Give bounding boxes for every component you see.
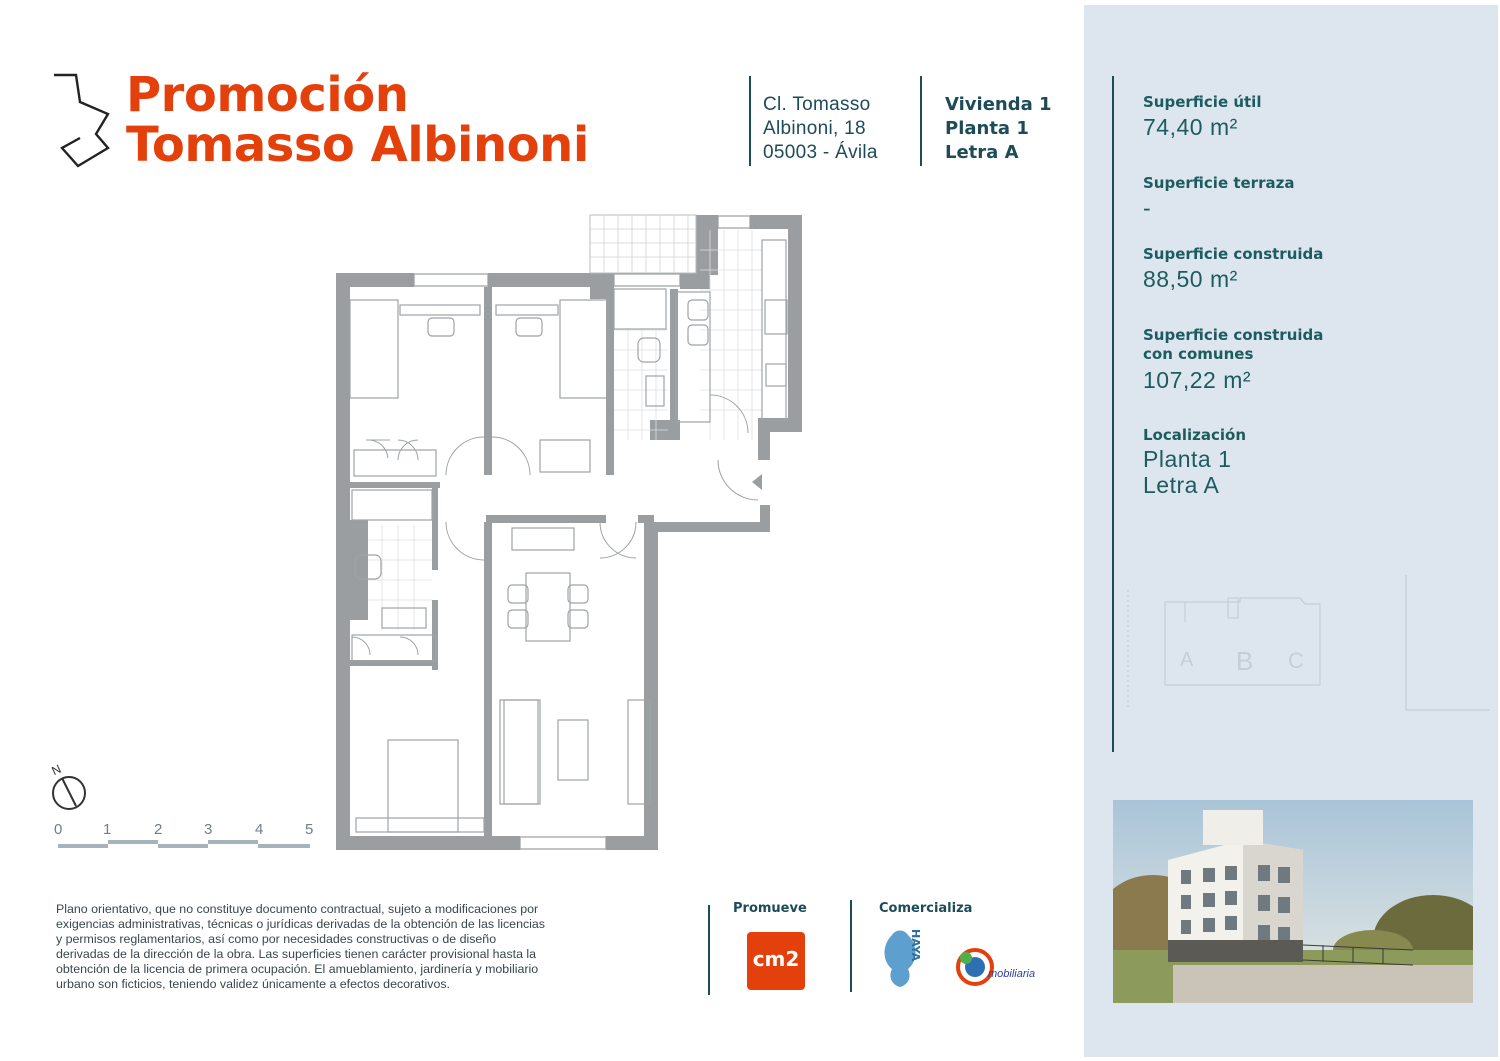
unit-planta: Planta 1 bbox=[945, 118, 1029, 139]
disclaimer-line: exigencias administrativas, técnicas o jurídicas derivadas de la obtención de las licencias bbox=[56, 917, 546, 931]
promueve-label: Promueve bbox=[733, 901, 807, 916]
cm2-logo bbox=[747, 932, 805, 990]
address-block bbox=[763, 93, 878, 165]
disclaimer-line: y permisos reglamentarios, así como por necesidades constructivas o de diseño bbox=[56, 932, 497, 946]
key-plan-letter-a: A bbox=[1180, 649, 1194, 671]
divider bbox=[749, 76, 751, 166]
cm2-logo-text: cm2 bbox=[752, 947, 800, 971]
built-area-value: 88,50 m² bbox=[1143, 266, 1238, 292]
haya-logo bbox=[878, 925, 924, 993]
divider bbox=[850, 900, 852, 992]
disclaimer-line: Plano orientativo, que no constituye documento contractual, sujeto a modificaciones por bbox=[56, 902, 539, 916]
scale-label-2: 2 bbox=[154, 821, 163, 838]
terrace-area-label: Superficie terraza bbox=[1143, 174, 1295, 192]
terrace-area-value: - bbox=[1143, 195, 1152, 221]
built-area-label: Superficie construida bbox=[1143, 245, 1324, 263]
disclaimer bbox=[56, 902, 696, 992]
divider bbox=[708, 905, 710, 995]
divider bbox=[920, 76, 922, 166]
scale-label-4: 4 bbox=[255, 821, 264, 838]
unit-letra: Letra A bbox=[945, 142, 1019, 163]
built-common-label-1: Superficie construida bbox=[1143, 326, 1324, 344]
address-line: Albinoni, 18 bbox=[763, 118, 866, 139]
built-common-label-2: con comunes bbox=[1143, 345, 1254, 363]
location-floor: Planta 1 bbox=[1143, 446, 1232, 472]
panel-divider bbox=[1112, 76, 1114, 752]
disclaimer-line: obtención de la licencia de primera ocupación. El amueblamiento, jardinería y mobiliario bbox=[56, 962, 539, 976]
brand-logo-mark-icon bbox=[50, 72, 114, 170]
built-common-value: 107,22 m² bbox=[1143, 367, 1252, 393]
comercializa-label: Comercializa bbox=[879, 901, 973, 916]
north-label: N bbox=[49, 761, 64, 779]
key-plan-letter-b: B bbox=[1236, 646, 1254, 676]
north-arrow-icon bbox=[48, 760, 92, 814]
useful-area-label: Superficie útil bbox=[1143, 93, 1262, 111]
promotion-title-line2: Tomasso Albinoni bbox=[126, 117, 589, 173]
promotion-title-line1: Promoción bbox=[126, 67, 409, 123]
floor-plan bbox=[330, 205, 810, 860]
disclaimer-line: urbano son ficticios, teniendo validez únicamente a efectos decorativos. bbox=[56, 977, 450, 991]
scale-bar bbox=[58, 838, 314, 850]
unit-vivienda: Vivienda 1 bbox=[945, 94, 1052, 115]
disclaimer-line: derivadas de la dirección de la obra. Las superficies tienen carácter provisional hasta la bbox=[56, 947, 537, 961]
useful-area-value: 74,40 m² bbox=[1143, 114, 1238, 140]
key-plan bbox=[1120, 570, 1490, 720]
inmobiliaria-logo-text: mobiliaria bbox=[988, 968, 1036, 980]
inmobiliaria-logo-icon bbox=[955, 947, 995, 987]
scale-label-5: 5 bbox=[305, 821, 314, 838]
haya-logo-text: HAYA bbox=[909, 929, 922, 962]
address-line: 05003 - Ávila bbox=[763, 142, 878, 163]
scale-label-3: 3 bbox=[204, 821, 213, 838]
location-label: Localización bbox=[1143, 426, 1247, 444]
address-line: Cl. Tomasso bbox=[763, 94, 871, 115]
unit-block bbox=[945, 93, 1052, 165]
location-letter: Letra A bbox=[1143, 472, 1220, 498]
scale-label-0: 0 bbox=[54, 821, 63, 838]
key-plan-letter-c: C bbox=[1288, 648, 1304, 673]
building-render-image bbox=[1113, 800, 1473, 1003]
scale-label-1: 1 bbox=[103, 821, 112, 838]
